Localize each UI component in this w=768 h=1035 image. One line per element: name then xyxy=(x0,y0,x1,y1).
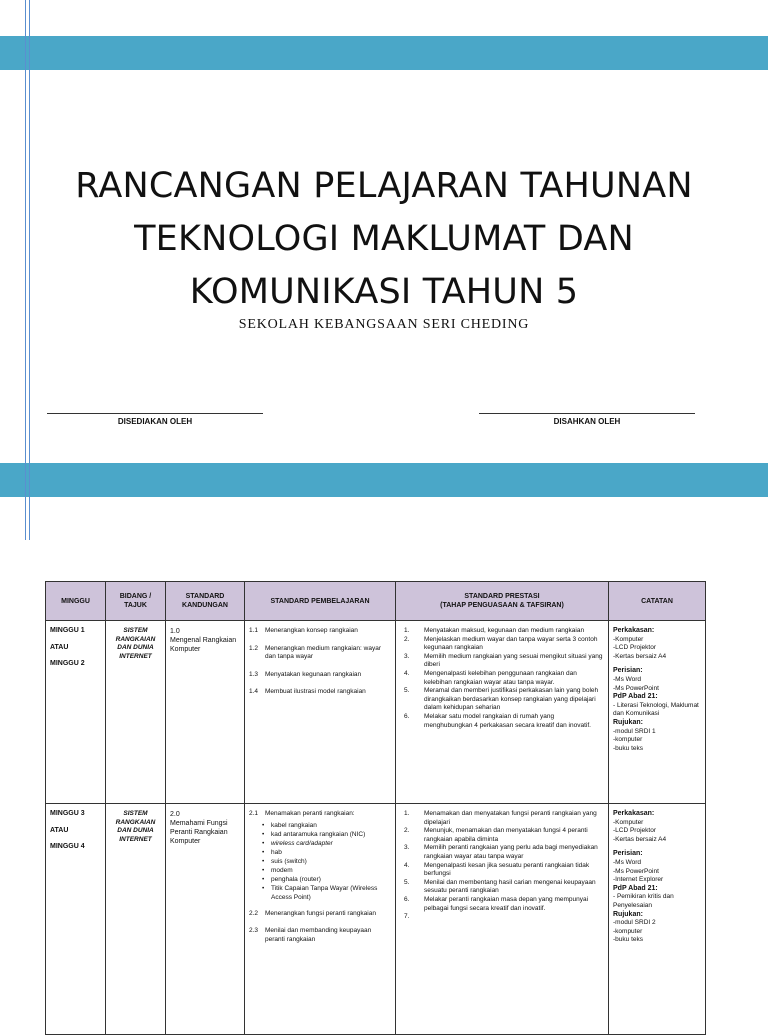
week-label: ATAU xyxy=(50,643,69,651)
content-standard-cell xyxy=(166,804,245,1035)
top-color-band xyxy=(0,36,768,70)
school-name: SEKOLAH KEBANGSAAN SERI CHEDING xyxy=(238,317,530,332)
week-label: MINGGU 3 xyxy=(50,810,85,817)
performance-standard-cell xyxy=(396,804,609,1035)
learning-standard-item: 2.3 Menilai dan membanding keupayaan peranti rangkaian xyxy=(249,927,372,943)
notes-item: -Kertas bersaiz A4 xyxy=(613,652,667,660)
performance-item: 1. Menyatakan maksud, kegunaan dan medium rangkaian xyxy=(404,627,585,634)
notes-item: -Komputer xyxy=(613,818,644,826)
week-label: MINGGU 2 xyxy=(50,660,85,668)
device-item: • kad antaramuka rangkaian (NIC) xyxy=(271,830,391,839)
header-prestasi-line2: (TAHAP PENGUASAAN & TAFSIRAN) xyxy=(440,602,564,609)
header-prestasi-line1: STANDARD PRESTASI xyxy=(464,593,540,600)
notes-cell xyxy=(609,804,706,1035)
device-item: • wireless card/adapter xyxy=(271,839,391,848)
field-topic-cell: SISTEM RANGKAIAN DAN DUNIA INTERNET xyxy=(106,804,166,1035)
yearly-plan-table xyxy=(45,581,706,1035)
header-bidang: BIDANG / TAJUK xyxy=(106,582,166,621)
notes-label: PdP Abad 21: xyxy=(613,884,658,892)
prepared-by-signature: DISEDIAKAN OLEH xyxy=(47,413,263,426)
performance-item: 6. Melakar peranti rangkaian masa depan yang mempunyai pelbagai fungsi secara kreatif dan inovatif. xyxy=(404,895,589,912)
notes-item: -LCD Projektor xyxy=(613,827,656,835)
device-list xyxy=(271,821,391,902)
header-standard-prestasi xyxy=(396,582,609,621)
notes-item: -komputer xyxy=(613,736,643,744)
table-header-row xyxy=(46,582,706,621)
bottom-color-band xyxy=(0,463,768,497)
notes-label: Rujukan: xyxy=(613,718,643,726)
performance-item: 3. Memilih medium rangkaian yang sesuai mengikut situasi yang diberi xyxy=(404,652,603,669)
content-standard-number: 2.0 xyxy=(170,811,180,818)
title-line: RANCANGAN PELAJARAN TAHUNAN xyxy=(75,166,693,206)
week-label: MINGGU 1 xyxy=(50,627,85,634)
header-standard-pembelajaran: STANDARD PEMBELAJARAN xyxy=(245,582,396,621)
table-row xyxy=(46,621,706,804)
learning-standard-item: 1.1 Menerangkan konsep rangkaian xyxy=(249,627,358,634)
document-title xyxy=(0,160,768,319)
notes-item: -LCD Projektor xyxy=(613,644,656,652)
learning-standard-cell xyxy=(245,621,396,804)
table-row xyxy=(46,804,706,1035)
notes-item: -buku teks xyxy=(613,744,643,752)
notes-item: - Pemikiran kritis dan Penyelesaian xyxy=(613,893,674,909)
notes-label: Rujukan: xyxy=(613,910,643,918)
approved-by-signature: DISAHKAN OLEH xyxy=(479,413,695,426)
notes-label: PdP Abad 21: xyxy=(613,693,658,701)
notes-label: Perkakasan: xyxy=(613,627,655,634)
notes-item: -Ms Word xyxy=(613,675,642,683)
learning-standard-item: 1.2 Menerangkan medium rangkaian: wayar dan tanpa wayar xyxy=(249,644,381,661)
performance-item: 5. Menilai dan membentang hasil carian mengenai keupayaan sesuatu peranti rangkaian xyxy=(404,878,596,895)
header-catatan: CATATAN xyxy=(609,582,706,621)
device-item: • kabel rangkaian xyxy=(271,821,391,830)
performance-item: 4. Mengenalpasti kelebihan penggunaan rangkaian dan kelebihan rangkaian wayar atau tanpa wayar. xyxy=(404,669,577,686)
performance-item: 3. Memilih peranti rangkaian yang perlu ada bagi menyediakan rangkaian wayar atau tanpa wayar xyxy=(404,844,598,860)
week-label: ATAU xyxy=(50,826,69,834)
performance-item: 7. xyxy=(404,913,410,921)
week-label: MINGGU 4 xyxy=(50,843,85,851)
device-item: • hab xyxy=(271,848,391,857)
notes-item: -Ms PowerPoint xyxy=(613,867,659,875)
title-line: KOMUNIKASI TAHUN 5 xyxy=(189,272,579,312)
notes-item: -modul SRDI 2 xyxy=(613,919,656,927)
notes-label: Perisian: xyxy=(613,667,643,675)
learning-standard-item: 2.2 Menerangkan fungsi peranti rangkaian xyxy=(249,909,376,917)
performance-item: 1. Menamakan dan menyatakan fungsi peranti rangkaian yang dipelajari xyxy=(404,810,597,826)
header-minggu: MINGGU xyxy=(46,582,106,621)
performance-item: 6. Melakar satu model rangkaian di rumah yang menghubungkan 4 perkakasan secara kreatif dan inovatif. xyxy=(404,712,591,729)
device-item: • penghala (router) xyxy=(271,875,391,884)
week-cell xyxy=(46,804,106,1035)
content-standard-text: Memahami Fungsi Peranti Rangkaian Komputer xyxy=(170,820,228,845)
content-standard-number: 1.0 xyxy=(170,628,180,635)
notes-item: -Ms PowerPoint xyxy=(613,684,659,692)
performance-item: 2. Menjelaskan medium wayar dan tanpa wayar serta 3 contoh kegunaan rangkaian xyxy=(404,635,598,652)
performance-item: 5. Meramal dan memberi justifikasi perkakasan lain yang boleh dirangkaikan berdasarkan konsep rangkaian yang dipelajari dalam kehidupan seharian xyxy=(404,687,599,712)
device-item: • Titik Capaian Tanpa Wayar (Wireless Access Point) xyxy=(271,884,391,902)
performance-standard-cell xyxy=(396,621,609,804)
notes-item: -buku teks xyxy=(613,936,643,944)
week-cell xyxy=(46,621,106,804)
notes-label: Perisian: xyxy=(613,850,643,858)
learning-standard-cell xyxy=(245,804,396,1035)
notes-item: - Literasi Teknologi, Maklumat dan Komunikasi xyxy=(613,701,699,718)
learning-standard-item: 1.3 Menyatakan kegunaan rangkaian xyxy=(249,670,362,678)
notes-item: -Ms Word xyxy=(613,858,642,866)
performance-item: 2. Menunjuk, menamakan dan menyatakan fungsi 4 peranti rangkaian apabila diminta xyxy=(404,827,588,843)
notes-item: -modul SRDI 1 xyxy=(613,727,656,735)
notes-item: -Kertas bersaiz A4 xyxy=(613,835,667,843)
device-item: • suis (switch) xyxy=(271,857,391,866)
device-item: • modem xyxy=(271,866,391,875)
notes-item: -Internet Explorer xyxy=(613,876,664,884)
learning-standard-item: 1.4 Membuat ilustrasi model rangkaian xyxy=(249,688,366,696)
content-standard-text: Mengenal Rangkaian Komputer xyxy=(170,637,237,653)
learning-standard-item: 2.1 Menamakan peranti rangkaian: xyxy=(249,810,355,817)
content-standard-cell xyxy=(166,621,245,804)
performance-item: 4. Mengenalpasti kesan jika sesuatu peranti rangkaian tidak berfungsi xyxy=(404,861,590,878)
title-line: TEKNOLOGI MAKLUMAT DAN xyxy=(134,219,634,259)
notes-item: -komputer xyxy=(613,927,643,935)
notes-label: Perkakasan: xyxy=(613,810,655,817)
header-standard-kandungan: STANDARD KANDUNGAN xyxy=(166,582,245,621)
notes-item: -Komputer xyxy=(613,635,644,643)
field-topic-cell: SISTEM RANGKAIAN DAN DUNIA INTERNET xyxy=(106,621,166,804)
notes-cell xyxy=(609,621,706,804)
